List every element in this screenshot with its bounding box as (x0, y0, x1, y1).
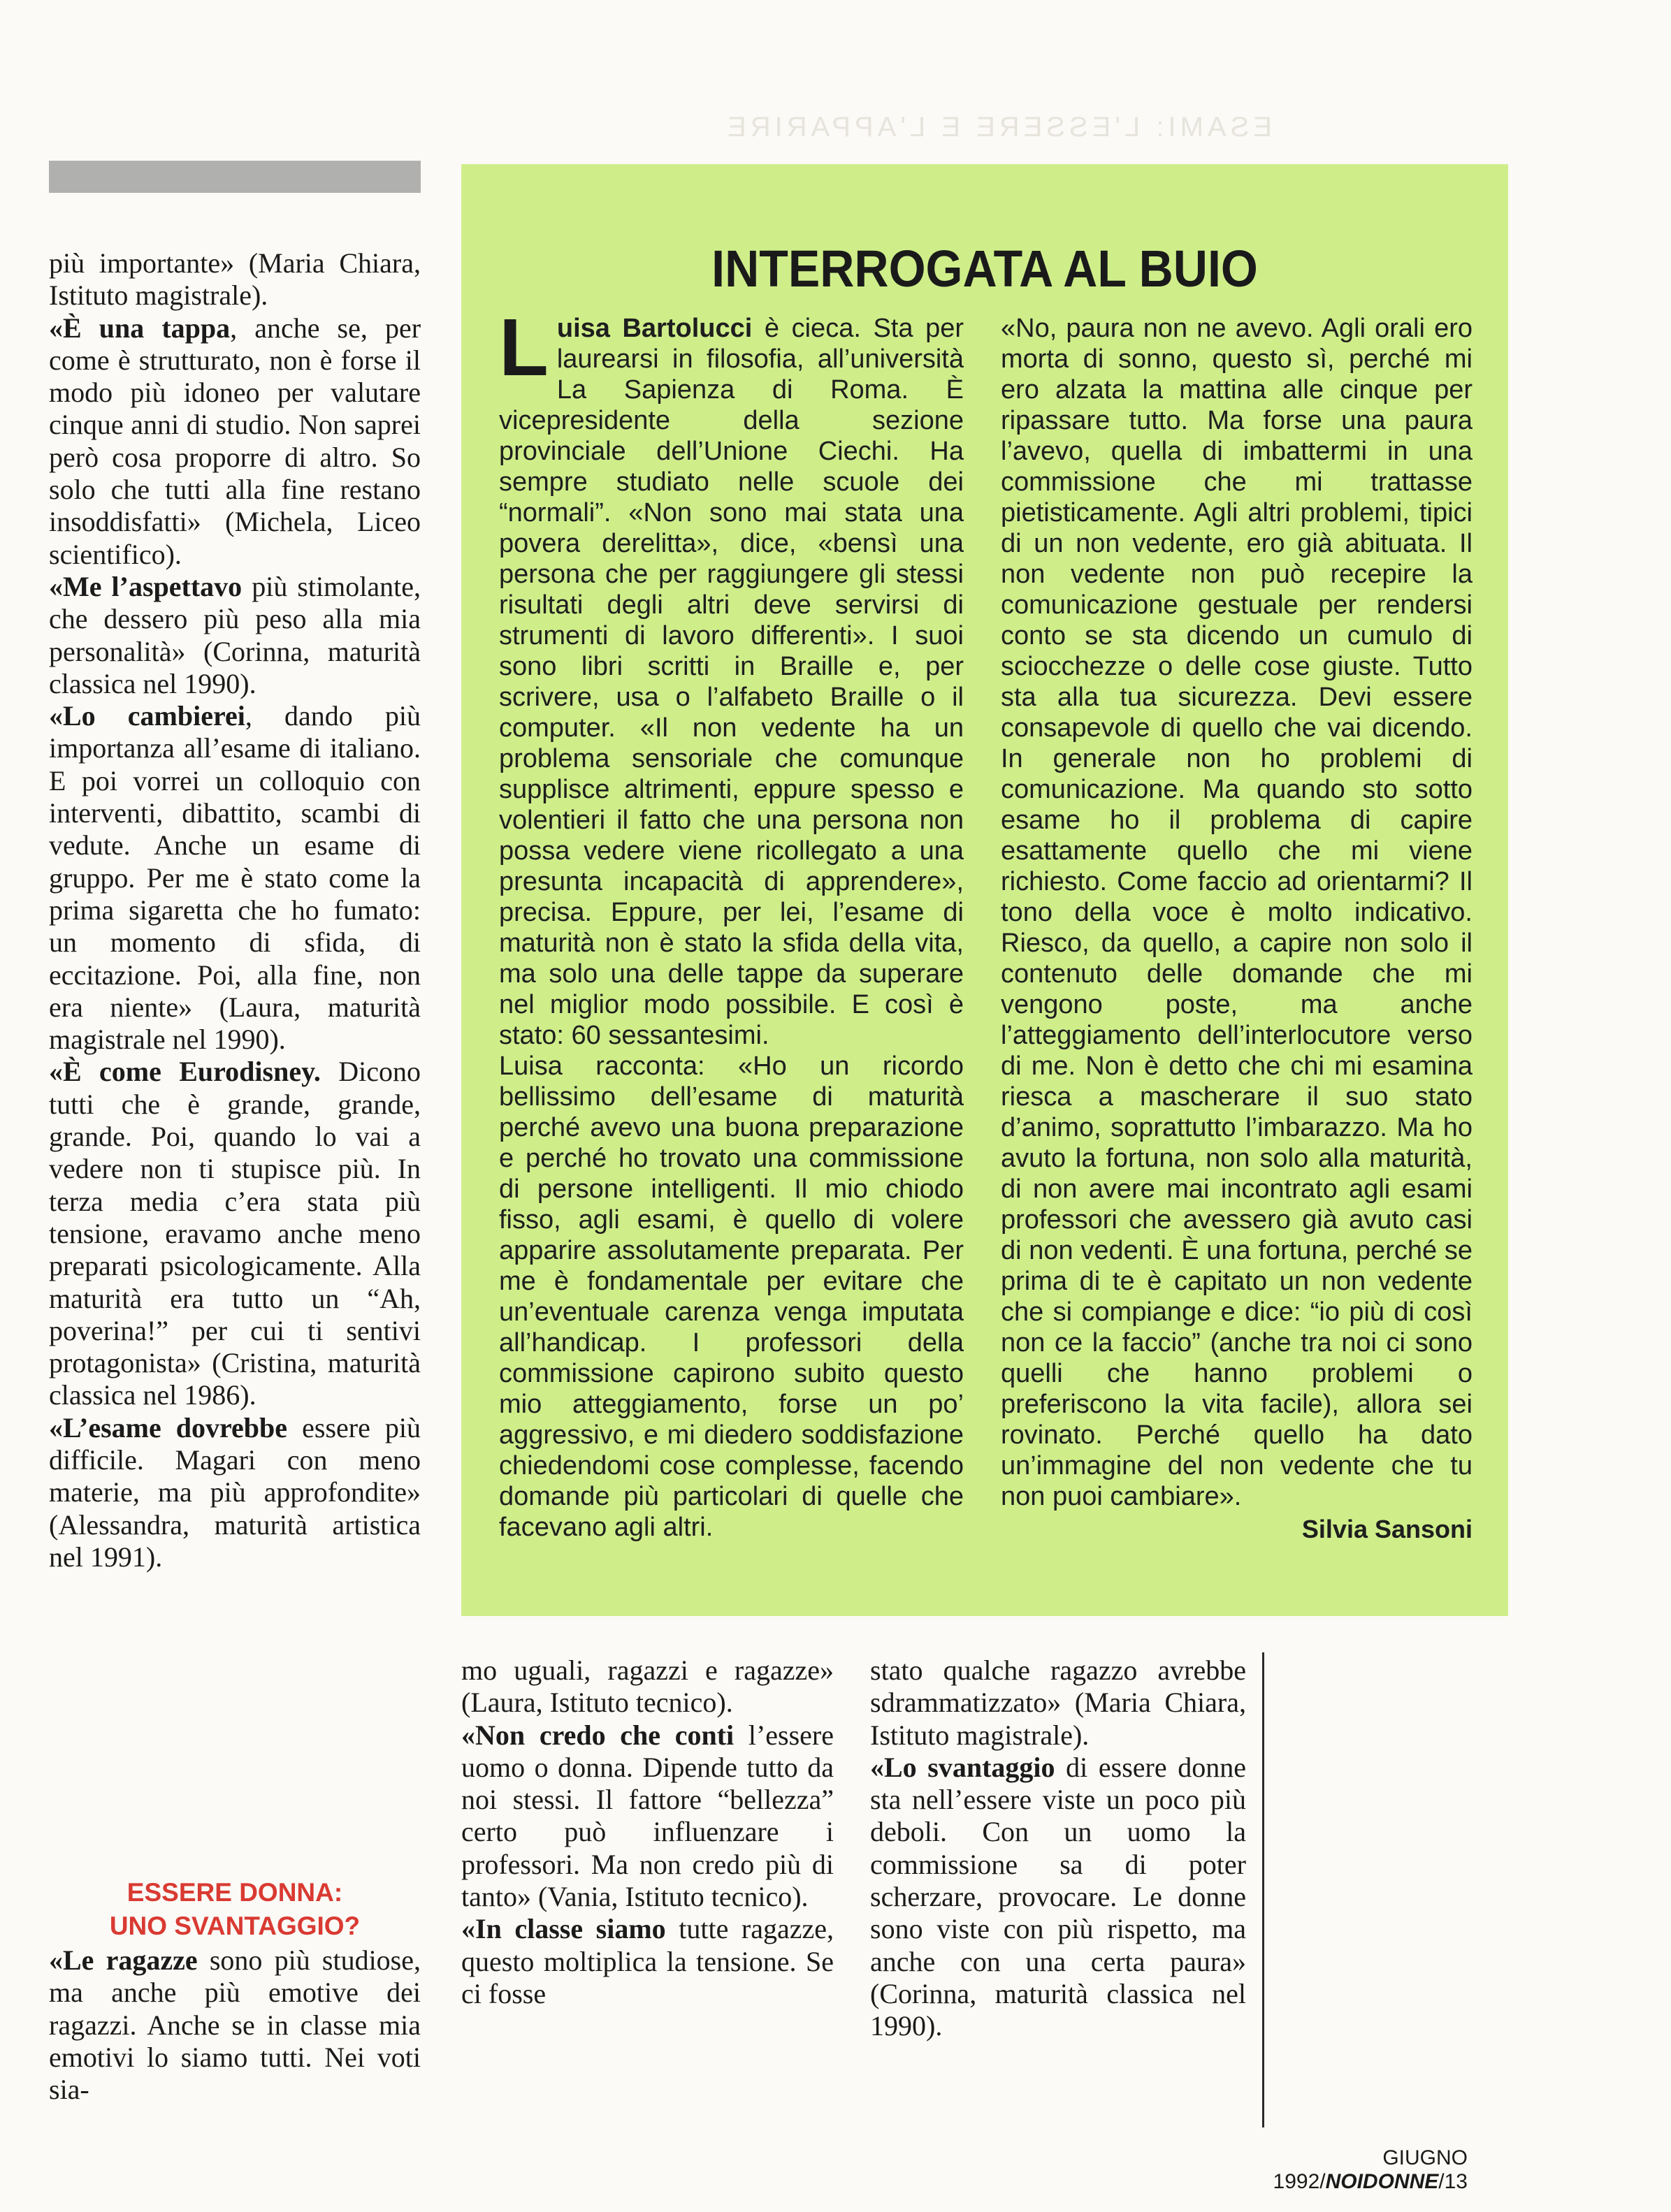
grey-header-bar (49, 161, 421, 193)
paragraph: mo uguali, ragazzi e ragazze» (Laura, Istituto tecnico). (461, 1654, 834, 1719)
section-heading-line: UNO SVANTAGGIO? (109, 1912, 361, 1940)
paragraph: «È come Eurodisney. Dicono tutti che è grande, grande, grande. Poi, quando lo vai a vedere non ti stupisce più. In terza media c’era stata più tensione, eravamo anche meno preparati psicologicamente. Alla maturità era tutto un “Ah, poverina!” per cui ti sentivi protagonista» (Cristina, maturità classica nel 1986). (49, 1056, 421, 1411)
page-folio: GIUGNO 1992/NOIDONNE/13 (1273, 2146, 1468, 2193)
paragraph: «Me l’aspettavo più stimolante, che dessero più peso alla mia personalità» (Corinna, maturità classica nel 1990). (49, 570, 421, 699)
box-column-2 (1001, 313, 1473, 1545)
paragraph: «L’esame dovrebbe essere più difficile. Magari con meno materie, ma più approfondite» (Alessandra, maturità artistica nel 1991). (49, 1411, 421, 1573)
paragraph: «Lo cambierei, dando più importanza all’esame di italiano. E poi vorrei un colloquio con interventi, dibattito, scambi di vedute. Anche un esame di gruppo. Per me è stato come la prima sigaretta che ho fumato: un momento di sfida, di eccitazione. Poi, alla fine, non era niente» (Laura, maturità magistrale nel 1990). (49, 700, 421, 1056)
box-title: INTERROGATA AL BUIO (711, 240, 1258, 298)
lead-name: uisa Bartolucci (556, 314, 753, 343)
drop-cap: L (499, 302, 549, 393)
paragraph: «Non credo che conti l’essere uomo o donna. Dipende tutto da noi stessi. Il fattore “bellezza” certo può influenzare i professori. Ma non credo più di tanto» (Vania, Istituto tecnico). (461, 1719, 834, 1913)
left-column (49, 247, 421, 1573)
paragraph: «Lo svantaggio di essere donne sta nell’essere viste un poco più deboli. Con un uomo la commissione sa di poter scherzare, provocare. Le donne sono viste con più rispetto, ma anche con una certa paura» (Corinna, maturità classica nel 1990). (870, 1751, 1246, 2042)
column-divider (1262, 1652, 1264, 2127)
sidebar-box (461, 164, 1508, 1616)
paragraph: stato qualche ragazzo avrebbe sdrammatizzato» (Maria Chiara, Istituto magistrale). (870, 1654, 1246, 1751)
box-column-1 (499, 302, 964, 1543)
left-column-continued (49, 1944, 421, 2106)
paragraph: «No, paura non ne avevo. Agli orali ero morta di sonno, questo sì, perché mi ero alzata la mattina alle cinque per ripassare tutto. Ma forse una paura l’avevo, quella di imbattermi in una commissione che mi trattasse pietisticamente. Agli altri problemi, tipici di un non vedente, ero già abituata. Il non vedente non può recepire la comunicazione gestuale per rendersi conto se sta dicendo un cumulo di sciocchezze o delle cose giuste. Tutto sta alla tua sicurezza. Devi essere consapevole di quello che vai dicendo. In generale non ho problemi di comunicazione. Ma quando sto sotto esame ho il problema di capire esattamente quello che mi viene richiesto. Come faccio ad orientarmi? Il tono della voce è molto indicativo. Riesco, da quello, a capire non solo il contenuto delle domande che mi vengono poste, ma anche l’atteggiamento dell’interlocutore verso di me. Non è detto che chi mi esamina riesca a mascherare il suo stato d’animo, soprattutto l’imbarazzo. Ma ho avuto la fortuna, non solo alla maturità, di non avere mai incontrato agli esami professori che avessero già avuto casi di non vedenti. È una fortuna, perché se prima di te è capitato un non vedente che si compiange e dice: “io più di così non ce la faccio” (anche tra noi ci sono quelli che hanno problemi o preferiscono la vita facile), allora sei rovinato. Perché quello ha dato un’immagine del non vedente che tu non puoi cambiare». (1001, 314, 1473, 1511)
bottom-right-column (870, 1654, 1246, 2043)
paragraph: più importante» (Maria Chiara, Istituto magistrale). (49, 247, 421, 312)
bottom-middle-column (461, 1654, 834, 2010)
section-heading (49, 1876, 421, 1943)
paragraph: Luisa Bartolucci è cieca. Sta per laurearsi in filosofia, all’università La Sapienza di Roma. È vicepresidente della sezione provinciale dell’Unione Ciechi. Ha sempre studiato nelle scuole dei “normali”. «Non sono mai stata una povera derelitta», dice, «bensì una persona che per raggiungere gli stessi risultati degli altri deve servirsi di strumenti di lavoro differenti». I suoi sono libri scritti in Braille e, per scrivere, usa o l’alfabeto Braille o il computer. «Il non vedente ha un problema sensoriale che comunque supplisce altrimenti, eppure spesso e volentieri il fatto che una persona non possa vedere viene ricollegato a una presunta incapacità di apprendere», precisa. Eppure, per lei, l’esame di maturità non è stato la sfida della vita, ma solo una delle tappe da superare nel miglior modo possibile. E così è stato: 60 sessantesimi. (499, 302, 964, 1050)
paragraph: «Le ragazze sono più studiose, ma anche più emotive dei ragazzi. Anche se in classe mia emotivi lo siamo tutti. Nei voti sia- (49, 1944, 421, 2106)
mirrored-header-bleedthrough: ESAMI: L'ESSERE E L'APPARIRE (723, 112, 1272, 140)
paragraph: «È una tappa, anche se, per come è strutturato, non è forse il modo più idoneo per valutare cinque anni di studio. Non saprei però cosa proporre di altro. So solo che tutti alla fine restano insoddisfatti» (Michela, Liceo scientifico). (49, 312, 421, 570)
paragraph: Luisa racconta: «Ho un ricordo bellissimo dell’esame di maturità perché avevo una buona preparazione e perché ho trovato una commissione di persone intelligenti. Il mio chiodo fisso, agli esami, è quello di volere apparire assolutamente preparata. Per me è fondamentale per evitare che un’eventuale carenza venga imputata all’handicap. I professori della commissione capirono subito questo mio atteggiamento, forse un po’ aggressivo, e mi diedero soddisfazione chiedendomi cose complesse, facendo domande più particolari di quelle che facevano agli altri. (499, 1052, 964, 1542)
author-signature: Silvia Sansoni (1301, 1515, 1473, 1543)
paragraph: «In classe siamo tutte ragazze, questo moltiplica la tensione. Se ci fosse (461, 1913, 834, 2009)
section-heading-line: ESSERE DONNA: (126, 1878, 343, 1907)
